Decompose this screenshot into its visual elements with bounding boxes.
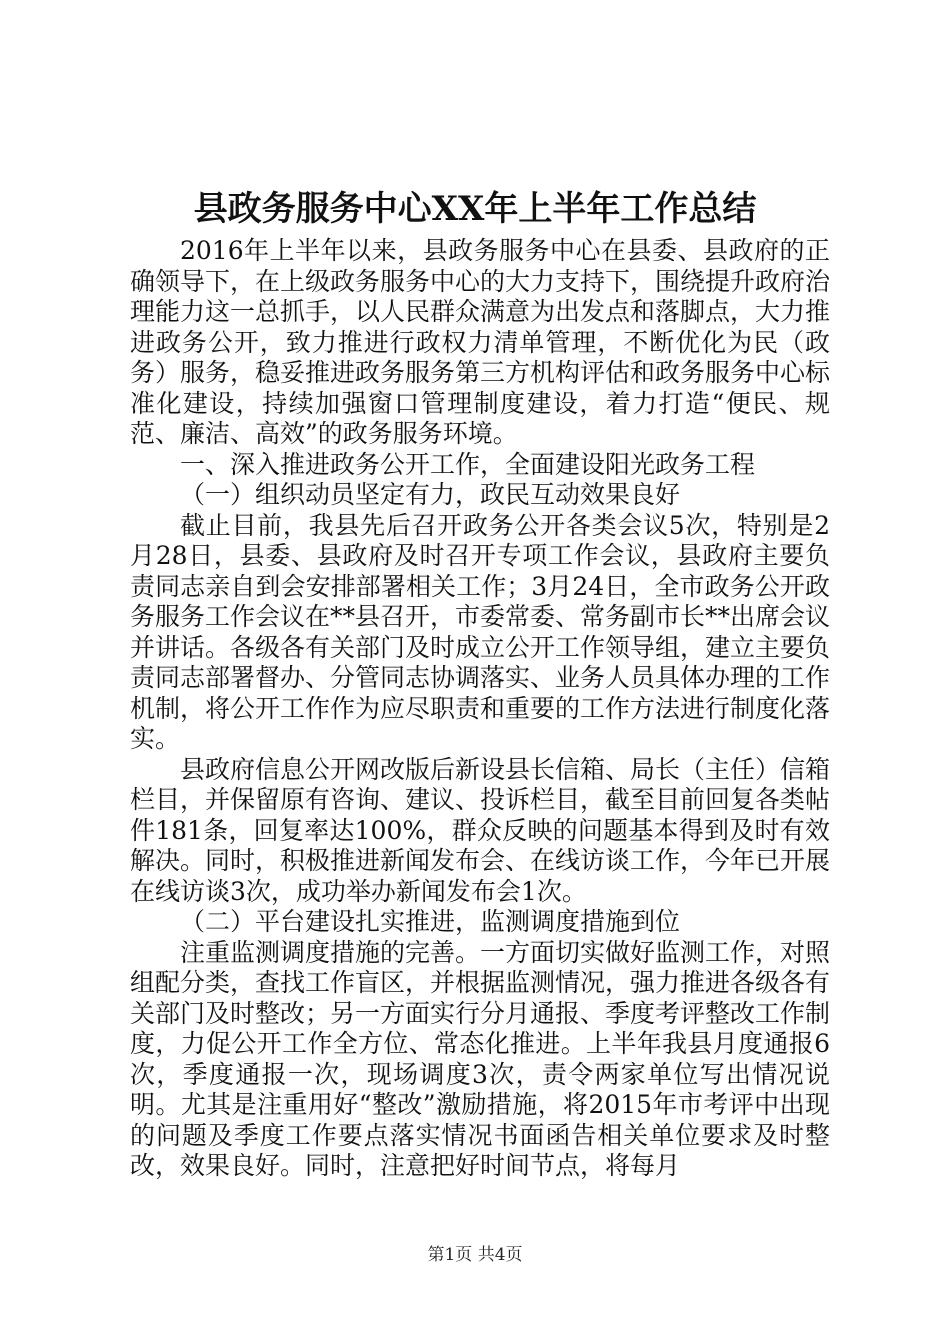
paragraph-website: 县政府信息公开网改版后新设县长信箱、局长（主任）信箱栏目，并保留原有咨询、建议、投诉栏目，截至目前回复各类帖件181条，回复率达100%，群众反映的问题基本得到及时有效解决。同时，积极推进新闻发布会、在线访谈工作，今年已开展在线访谈3次，成功举办新闻发布会1次。: [130, 754, 831, 906]
document-body: [130, 236, 830, 1182]
document-title: 县政务服务中心XX年上半年工作总结: [193, 189, 757, 229]
section-heading-1: 一、深入推进政务公开工作，全面建设阳光政务工程: [180, 449, 756, 479]
subsection-heading-1: （一）组织动员坚定有力，政民互动效果良好: [180, 480, 681, 509]
paragraph-meetings: 截止目前，我县先后召开政务公开各类会议5次，特别是2月28日，县委、县政府及时召开专项工作会议，县政府主要负责同志亲自到会安排部署相关工作；3月24日，全市政务公开政务服务工作会议在**县召开，市委常委、常务副市长**出席会议并讲话。各级各有关部门及时成立公开工作领导组，建立主要负责同志部署督办、分管同志协调落实、业务人员具体办理的工作机制，将公开工作作为应尽职责和重要的工作方法进行制度化落实。: [130, 510, 831, 753]
paragraph-monitoring: 注重监测调度措施的完善。一方面切实做好监测工作，对照组配分类，查找工作盲区，并根据监测情况，强力推进各级各有关部门及时整改；另一方面实行分月通报、季度考评整改工作制度，力促公开工作全方位、常态化推进。上半年我县月度通报6次，季度通报一次，现场调度3次，责令两家单位写出情况说明。尤其是注重用好“整改”激励措施，将2015年市考评中出现的问题及季度工作要点落实情况书面函告相关单位要求及时整改，效果良好。同时，注意把好时间节点，将每月: [130, 937, 831, 1180]
page-number: 第1页 共4页: [427, 1245, 523, 1265]
paragraph-intro: 2016年上半年以来，县政务服务中心在县委、县政府的正确领导下，在上级政务服务中心的大力支持下，围绕提升政府治理能力这一总抓手，以人民群众满意为出发点和落脚点，大力推进政务公开，致力推进行政权力清单管理，不断优化为民（政务）服务，稳妥推进政务服务第三方机构评估和政务服务中心标准化建设，持续加强窗口管理制度建设，着力打造“便民、规范、廉洁、高效”的政务服务环境。: [130, 236, 831, 448]
subsection-heading-2: （二）平台建设扎实推进，监测调度措施到位: [180, 907, 681, 936]
